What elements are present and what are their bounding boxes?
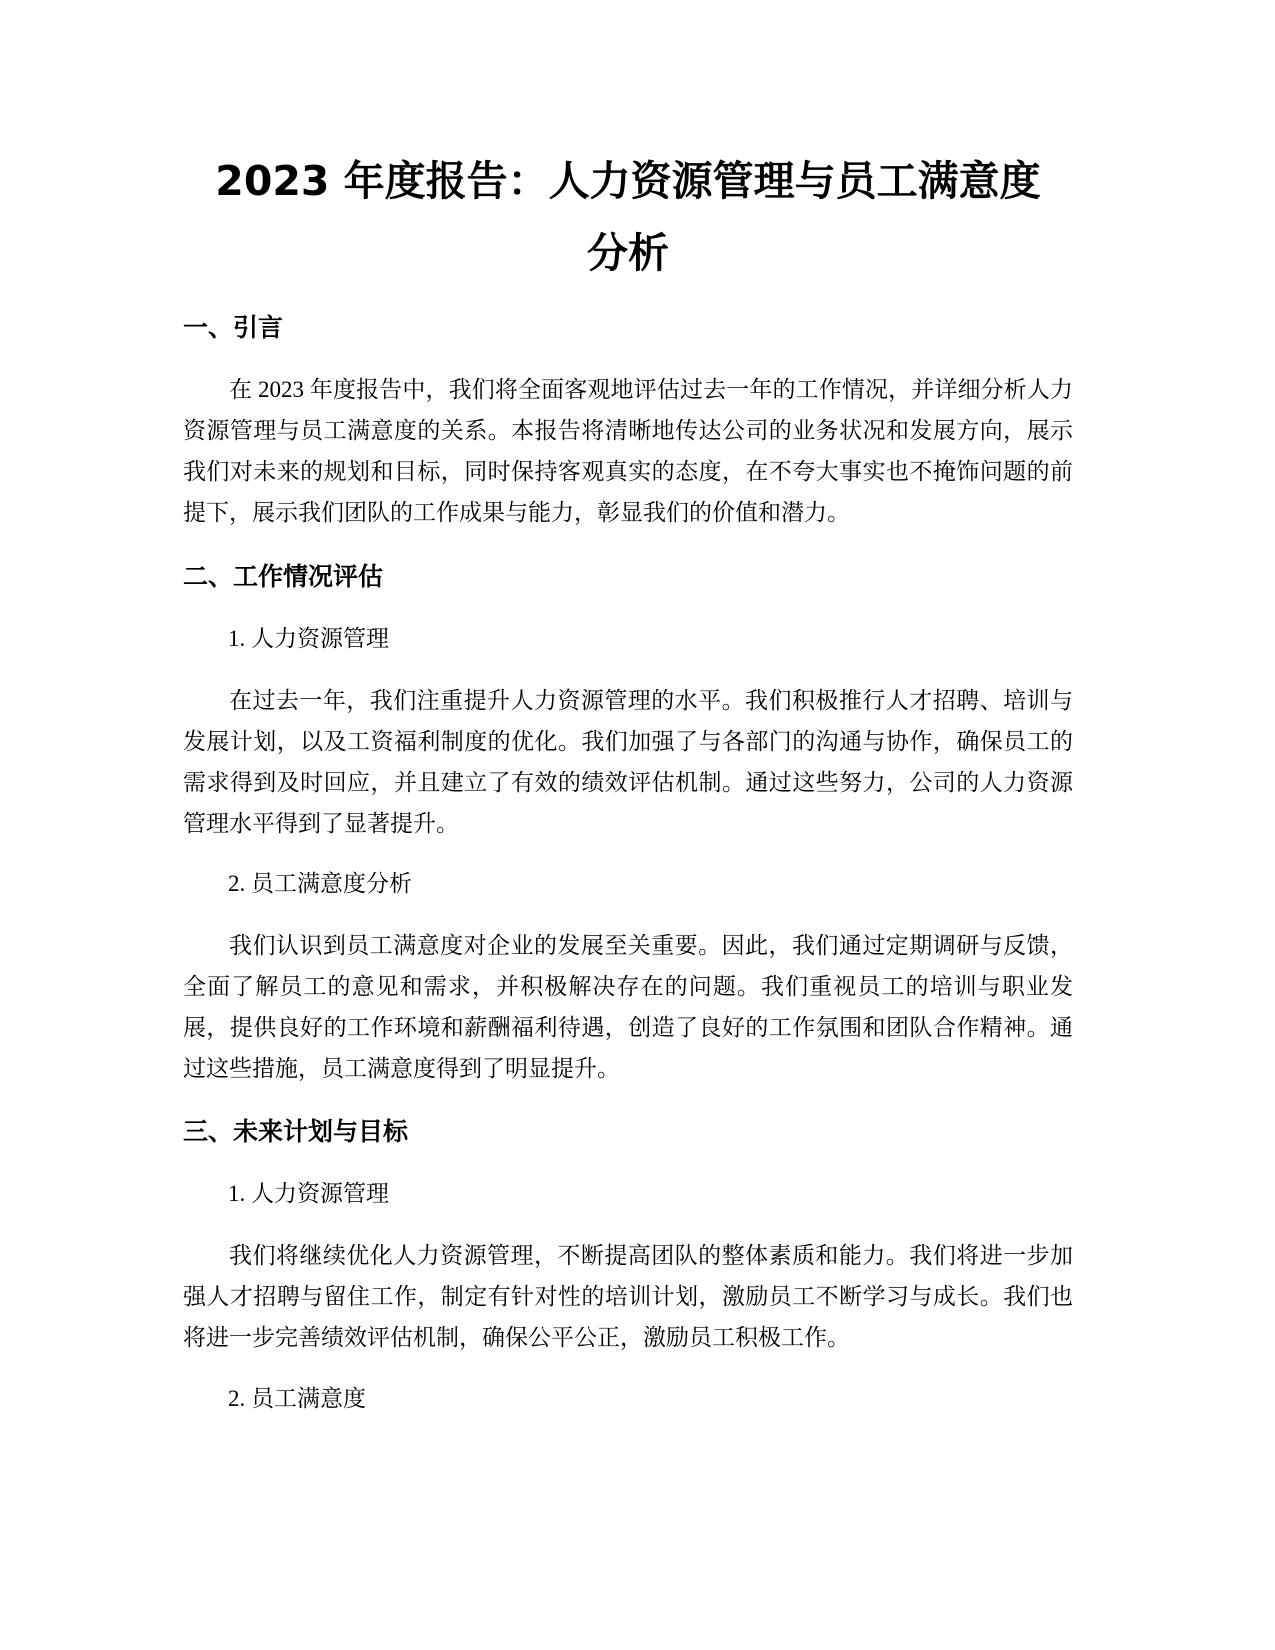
satisfaction-analysis-paragraph: 我们认识到员工满意度对企业的发展至关重要。因此，我们通过定期调研与反馈，全面了解员工的意见和需求，并积极解决存在的问题。我们重视员工的培训与职业发展，提供良好的工作环境和薪酬福利待遇，创造了良好的工作氛围和团队合作精神。通过这些措施，员工满意度得到了明显提升。: [183, 933, 1073, 1081]
section-heading-intro: 一、引言: [183, 313, 284, 342]
document-title: [183, 0, 1073, 289]
future-hr-paragraph: 我们将继续优化人力资源管理，不断提高团队的整体素质和能力。我们将进一步加强人才招聘与留住工作，制定有针对性的培训计划，激励员工不断学习与成长。我们也将进一步完善绩效评估机制，确保公平公正，激励员工积极工作。: [183, 1243, 1073, 1350]
subheading-hr-management: 1. 人力资源管理: [228, 626, 389, 651]
document-page: [183, 0, 1073, 1411]
section-heading-work-evaluation: 二、工作情况评估: [183, 562, 384, 591]
title-line-1: 2023 年度报告：人力资源管理与员工满意度: [215, 157, 1041, 205]
subheading-future-hr-management: 1. 人力资源管理: [228, 1181, 389, 1206]
section-heading-future-plans: 三、未来计划与目标: [183, 1117, 409, 1146]
subheading-satisfaction-analysis: 2. 员工满意度分析: [228, 871, 412, 896]
intro-paragraph: 在 2023 年度报告中，我们将全面客观地评估过去一年的工作情况，并详细分析人力资源管理与员工满意度的关系。本报告将清晰地传达公司的业务状况和发展方向，展示我们对未来的规划和目标，同时保持客观真实的态度，在不夸大事实也不掩饰问题的前提下，展示我们团队的工作成果与能力，彰显我们的价值和潜力。: [183, 377, 1073, 525]
hr-management-paragraph: 在过去一年，我们注重提升人力资源管理的水平。我们积极推行人才招聘、培训与发展计划，以及工资福利制度的优化。我们加强了与各部门的沟通与协作，确保员工的需求得到及时回应，并且建立了有效的绩效评估机制。通过这些努力，公司的人力资源管理水平得到了显著提升。: [183, 688, 1073, 836]
title-line-2: 分析: [587, 229, 669, 277]
subheading-future-satisfaction: 2. 员工满意度: [228, 1386, 366, 1411]
